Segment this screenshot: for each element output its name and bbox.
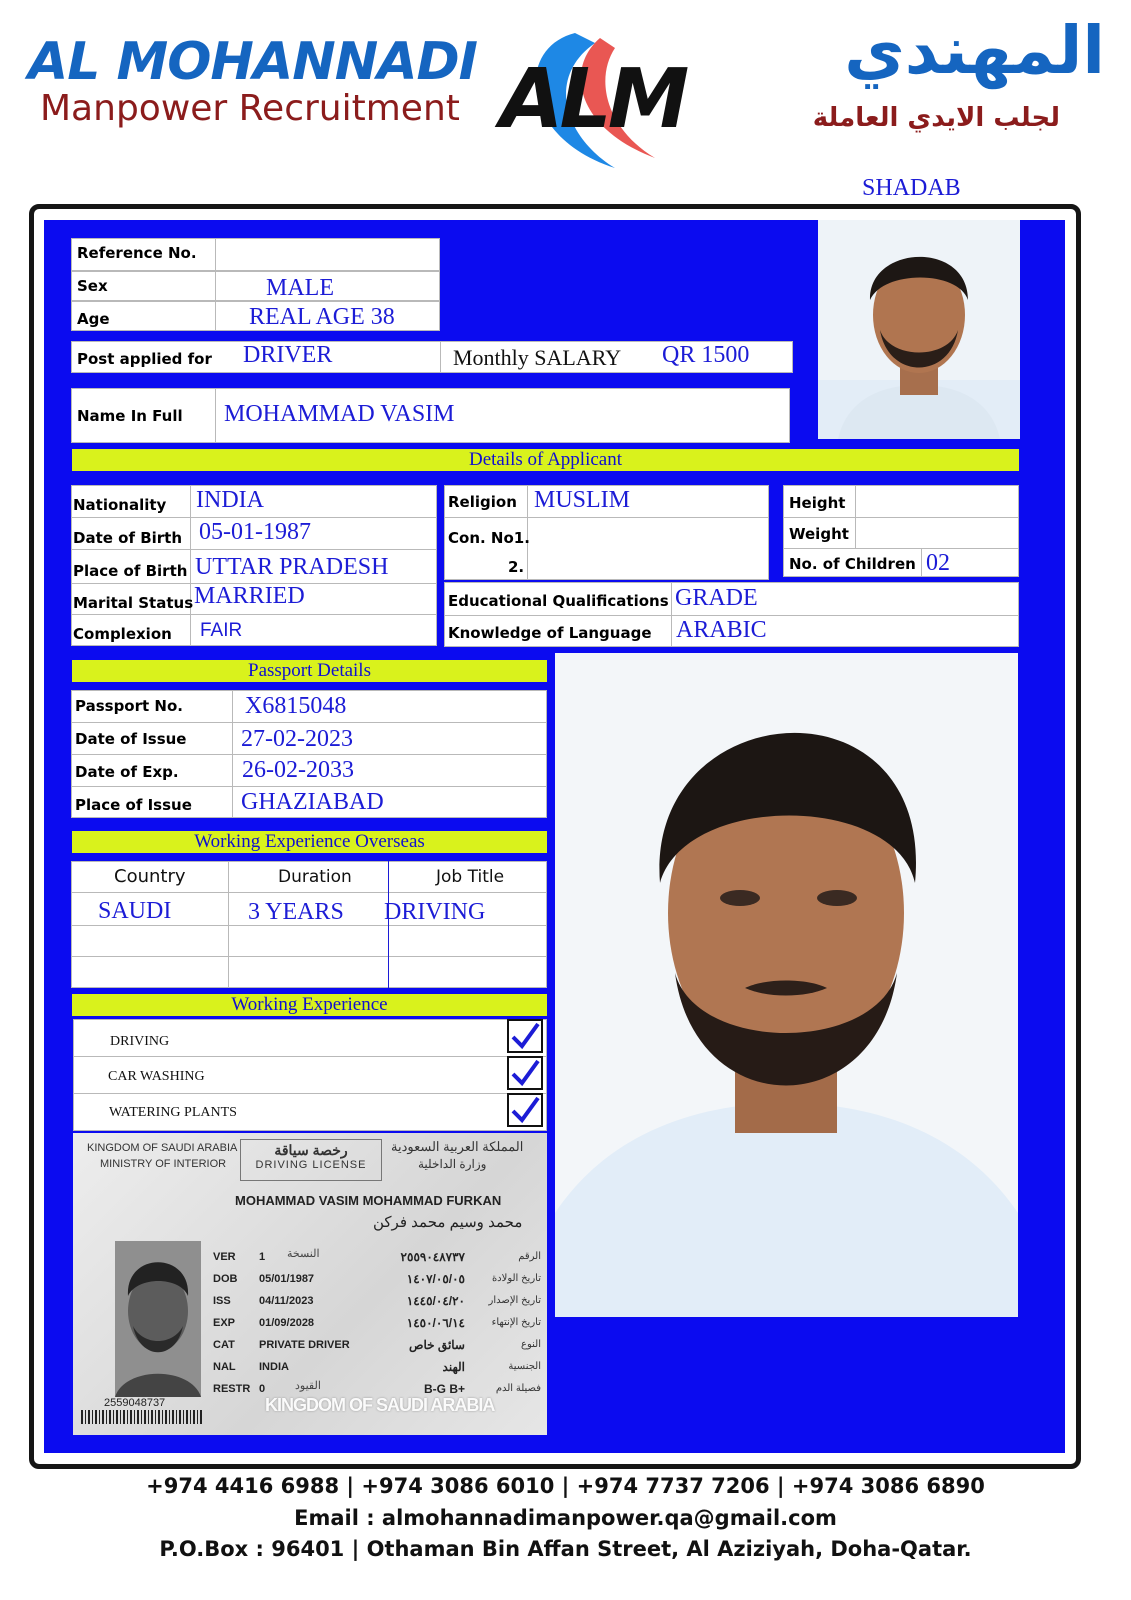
education-label: Educational Qualifications [448,592,669,610]
experience-checkbox[interactable] [507,1093,543,1127]
license-code: CAT [213,1339,235,1351]
license-ar-value: ١٤٠٧/٠٥/٠٥ [406,1272,465,1286]
license-restr-ar-label: القيود [295,1380,321,1392]
contact2-label: 2. [508,558,525,576]
nationality-value: INDIA [196,487,264,513]
license-ar-field: الرقم [518,1251,541,1262]
license-ministry: MINISTRY OF INTERIOR [100,1158,227,1170]
license-holder-ar: محمد وسيم محمد فركن [373,1214,523,1231]
name-label: Name In Full [77,407,183,425]
experience-item: CAR WASHING [108,1069,205,1084]
contact1-label: Con. No1. [448,529,530,547]
license-code: EXP [213,1317,236,1329]
license-arabic-ministry: وزارة الداخلية [418,1157,487,1171]
logo-text: ALM [500,52,686,147]
post-value: DRIVER [243,342,333,368]
sex-value: MALE [266,275,334,301]
name-value: MOHAMMAD VASIM [224,401,455,427]
license-ar-field: فصيلة الدم [495,1383,541,1394]
experience-item: DRIVING [110,1034,170,1049]
license-value: INDIA [259,1361,289,1373]
checkmark-icon [509,1058,541,1088]
marital-label: Marital Status [73,594,194,612]
sex-label: Sex [77,277,108,295]
license-field-codes [213,1246,250,1400]
language-label: Knowledge of Language [448,624,652,642]
license-ar-field: النوع [521,1339,541,1350]
license-code: RESTR [213,1383,251,1395]
license-ar-value: ١٤٤٥/٠٤/٢٠ [406,1294,465,1308]
overseas-header: Working Experience Overseas [72,831,547,853]
checkmark-icon [509,1095,541,1125]
footer-address: P.O.Box : 96401 | Othaman Bin Affan Street, Al Aziziyah, Doha-Qatar. [159,1537,972,1561]
license-ar-value: الهند [442,1360,465,1374]
license-code: ISS [213,1295,231,1307]
overseas-col-job-title: Job Title [436,867,505,887]
pob-label: Place of Birth [73,562,188,580]
applicant-photo-large [555,653,1018,1317]
license-ar-field: تاريخ الولادة [491,1273,541,1284]
weight-label: Weight [789,525,849,543]
experience-checkbox[interactable] [507,1056,543,1090]
passport-place-value: GHAZIABAD [241,789,384,815]
experience-checkbox[interactable] [507,1019,543,1053]
religion-value: MUSLIM [534,487,631,513]
footer-email[interactable]: Email : almohannadimanpower.qa@gmail.com [294,1506,837,1530]
overseas-col-duration: Duration [278,867,352,887]
license-title-en: DRIVING LICENSE [255,1159,367,1171]
children-label: No. of Children [789,555,916,573]
reference-label: Reference No. [77,244,197,262]
license-arabic-fields [469,1246,541,1400]
license-ar-value: B-G B+ [423,1382,465,1396]
license-code: DOB [213,1273,238,1285]
license-code: VER [213,1251,236,1263]
experience-item: WATERING PLANTS [109,1105,237,1120]
dob-label: Date of Birth [73,529,183,547]
license-ar-value: ٢٥٥٩٠٤٨٧٣٧ [400,1250,465,1264]
religion-label: Religion [448,493,517,511]
license-value: 05/01/1987 [259,1273,315,1285]
license-value: PRIVATE DRIVER [259,1339,350,1351]
age-value: REAL AGE 38 [249,304,395,330]
passport-number-value: X6815048 [245,693,347,719]
height-label: Height [789,494,846,512]
license-value: 1 [259,1251,266,1263]
passport-exp-value: 26-02-2033 [242,757,354,783]
agent-name: SHADAB [862,175,961,201]
license-ar-value: سائق خاص [409,1338,465,1352]
license-ar-value: ١٤٥٠/٠٦/١٤ [406,1316,465,1330]
education-value: GRADE [675,585,758,611]
details-header: Details of Applicant [72,449,1019,471]
license-arabic-values [355,1246,465,1400]
license-field-values [259,1246,350,1400]
passport-number-label: Passport No. [75,697,183,715]
dob-value: 05-01-1987 [199,519,311,545]
complexion-value: FAIR [200,620,243,641]
license-title-ar: رخصة سياقة [274,1142,348,1158]
license-arabic-kingdom: المملكة العربية السعودية [391,1139,524,1154]
license-kingdom: KINGDOM OF SAUDI ARABIA [87,1142,238,1154]
passport-place-label: Place of Issue [75,796,192,814]
brand-line1: AL MOHANNADI [28,32,477,92]
nationality-label: Nationality [73,496,167,514]
driving-license-card [73,1133,547,1435]
experience-header: Working Experience [72,994,547,1016]
applicant-photo-small [818,220,1020,439]
post-label: Post applied for [77,350,212,368]
license-holder-en: MOHAMMAD VASIM MOHAMMAD FURKAN [235,1193,502,1208]
pob-value: UTTAR PRADESH [195,554,389,580]
passport-issue-value: 27-02-2023 [241,726,353,752]
license-ar-field: تاريخ الإنتهاء [491,1317,541,1328]
license-ar-field: الجنسية [508,1361,541,1372]
license-ar-field: تاريخ الإصدار [488,1295,541,1306]
license-footer: KINGDOM OF SAUDI ARABIA [265,1395,495,1415]
salary-value: QR 1500 [662,342,750,368]
license-value: 04/11/2023 [259,1295,314,1307]
complexion-label: Complexion [73,625,172,643]
license-id-number: 2559048737 [104,1397,166,1409]
license-ver-ar-label: النسخة [287,1248,320,1260]
license-title-box [240,1139,382,1181]
checkmark-icon [509,1021,541,1051]
children-value: 02 [926,550,950,576]
salary-label: Monthly SALARY [453,345,622,370]
overseas-col-country: Country [114,866,186,887]
sex-row [71,271,440,301]
passport-issue-label: Date of Issue [75,730,187,748]
passport-exp-label: Date of Exp. [75,763,179,781]
license-photo [115,1241,201,1397]
license-value: 0 [259,1383,266,1395]
arabic-brand-subtitle: لجلب الايدي العاملة [812,103,1060,133]
license-code: NAL [213,1361,236,1373]
footer-phones: +974 4416 6988 | +974 3086 6010 | +974 7737 7206 | +974 3086 6890 [146,1474,985,1498]
overseas-duration-value: 3 YEARS [248,899,344,925]
license-barcode [81,1410,203,1424]
brand-line2: Manpower Recruitment [40,88,460,129]
age-label: Age [77,310,110,328]
license-value: 01/09/2028 [259,1317,315,1329]
language-value: ARABIC [676,617,767,643]
marital-value: MARRIED [194,583,305,609]
overseas-country-value: SAUDI [98,898,172,924]
overseas-job-value: DRIVING [384,899,486,925]
arabic-brand-name: المهندي [844,12,1105,89]
passport-header: Passport Details [72,660,547,682]
